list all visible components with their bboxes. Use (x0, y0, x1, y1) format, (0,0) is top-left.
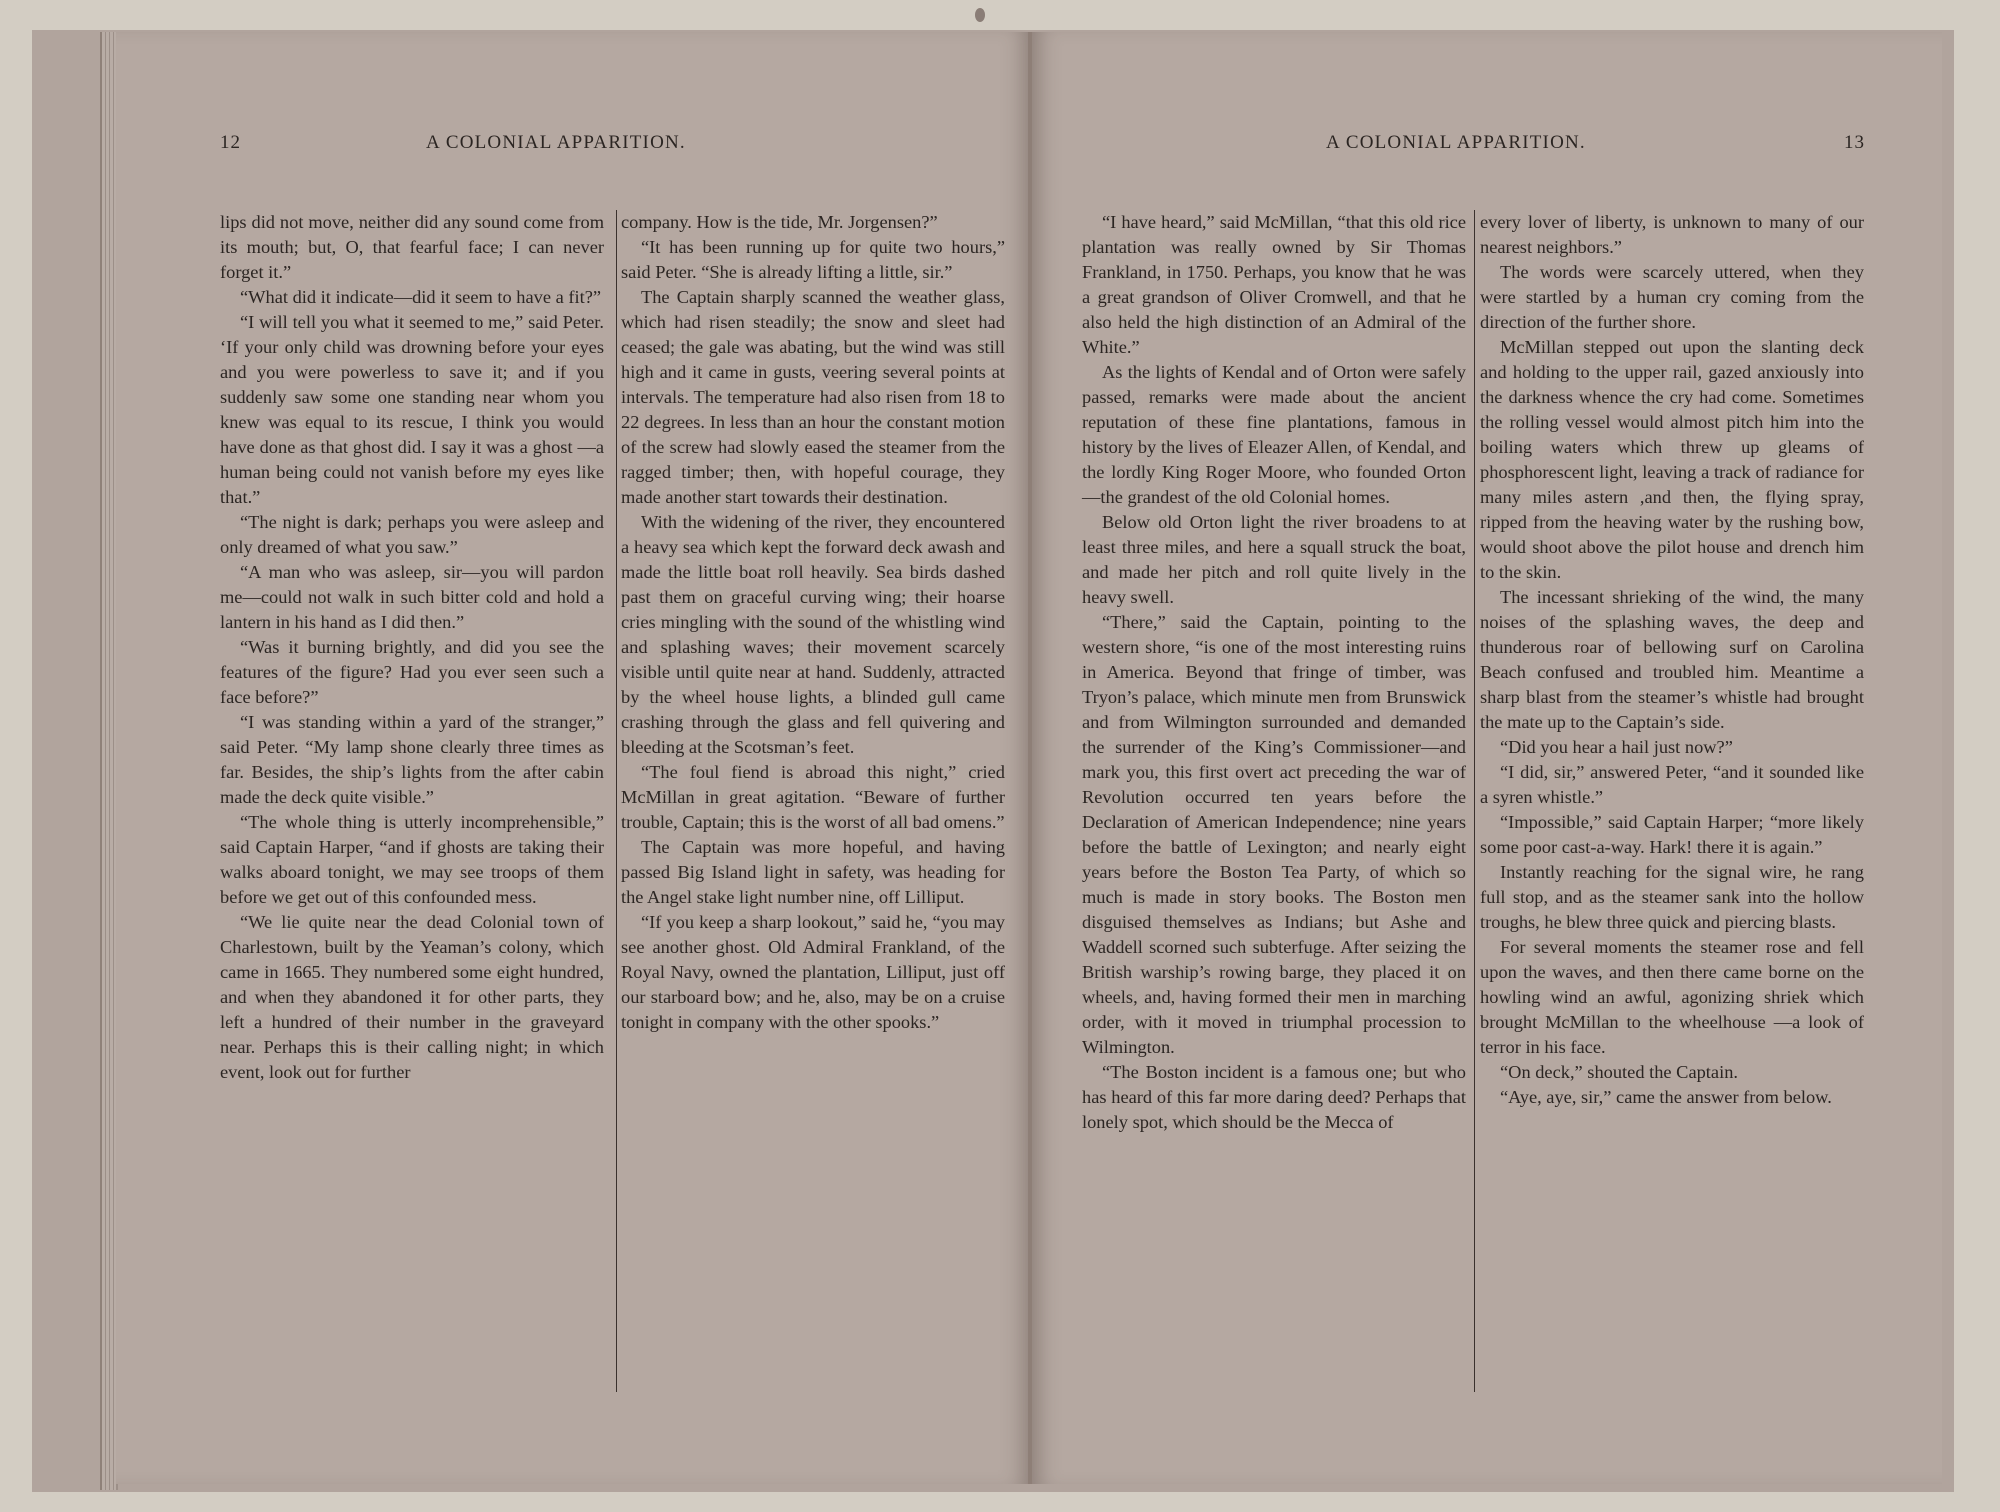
paragraph: “There,” said the Captain, pointing to the western shore, “is one of the most interesting ruins in America. Beyond that fringe of timber, was Tryon’s palace, which minute men from Brunswick and from Wilmington surrounded and demanded the surrender of the King’s Commissioner—and mark you, this first overt act preceding the war of Revolution occurred ten years before the Declaration of American Independence; nine years before the battle of Lexington; and nearly eight years before the Boston Tea Party, of which so much is made in story books. The Boston men disguised themselves as Indians; but Ashe and Waddell scorned such subterfuge. After seizing the British warship’s rowing barge, they placed it on wheels, and, having formed their men in marching order, with it moved in triumphal procession to Wilmington. (1082, 612, 1466, 1057)
paragraph: For several moments the steamer rose and fell upon the waves, and then there came borne on the howling wind an awful, agonizing shriek which brought McMillan to the wheelhouse —a look of terror in his face. (1480, 937, 1864, 1057)
left-page (116, 32, 1030, 1484)
paragraph: The Captain sharply scanned the weather glass, which had risen steadily; the snow and sleet had ceased; the gale was abating, but the wind was still high and it came in gusts, veering several points at intervals. The temperature had also risen from 18 to 22 degrees. In less than an hour the constant motion of the screw had slowly eased the steamer from the ragged timber; then, with hopeful courage, they made another start towards their destination. (621, 287, 1005, 507)
paragraph: “If you keep a sharp lookout,” said he, “you may see another ghost. Old Admiral Frankland, of the Royal Navy, owned the plantation, Lilliput, just off our starboard bow; and he, also, may be on a cruise tonight in company with the other spooks.” (621, 912, 1005, 1032)
paragraph: “We lie quite near the dead Colonial town of Charlestown, built by the Yeaman’s colony, which came in 1665. They numbered some eight hundred, and when they abandoned it for other parts, they left a hundred of their number in the graveyard near. Perhaps this is their calling night; in which event, look out for further (220, 912, 604, 1082)
right-column-1 (1082, 210, 1466, 1135)
paragraph: The words were scarcely uttered, when they were startled by a human cry coming from the direction of the further shore. (1480, 262, 1864, 332)
paragraph: lips did not move, neither did any sound come from its mouth; but, O, that fearful face; I can never forget it.” (220, 212, 604, 282)
paragraph: “I was standing within a yard of the stranger,” said Peter. “My lamp shone clearly three times as far. Besides, the ship’s lights from the after cabin made the deck quite visible.” (220, 712, 604, 807)
right-page-header (1032, 132, 1942, 158)
right-page (1032, 32, 1942, 1484)
right-column-rule (1474, 210, 1475, 1392)
paragraph: “A man who was asleep, sir—you will pardon me—could not walk in such bitter cold and hold a lantern in his hand as I did then.” (220, 562, 604, 632)
left-column-rule (616, 210, 617, 1392)
paragraph: “The whole thing is utterly incomprehensible,” said Captain Harper, “and if ghosts are taking their walks aboard tonight, we may see troops of them before we get out of this confounded mess. (220, 812, 604, 907)
left-page-header (116, 132, 1030, 158)
paragraph: The incessant shrieking of the wind, the many noises of the splashing waves, the deep and thunderous roar of bellowing surf on Carolina Beach confused and troubled him. Meantime a sharp blast from the steamer’s whistle had brought the mate up to the Captain’s side. (1480, 587, 1864, 732)
paragraph: “The Boston incident is a famous one; but who has heard of this far more daring deed? Perhaps that lonely spot, which should be the Mecca of (1082, 1062, 1466, 1132)
right-column-2 (1480, 210, 1864, 1110)
paragraph: “Impossible,” said Captain Harper; “more likely some poor cast-a-way. Hark! there it is again.” (1480, 812, 1864, 857)
paragraph: The Captain was more hopeful, and having passed Big Island light in safety, was heading for the Angel stake light number nine, off Lilliput. (621, 837, 1005, 907)
paragraph: “On deck,” shouted the Captain. (1500, 1062, 1738, 1082)
paragraph: McMillan stepped out upon the slanting deck and holding to the upper rail, gazed anxiously into the darkness whence the cry had come. Sometimes the rolling vessel would almost pitch him into the boiling waters which threw up gleams of phosphorescent light, leaving a track of radiance for many miles astern ,and then, the flying spray, ripped from the heaving water by the rushing bow, would shoot above the pilot house and drench him to the skin. (1480, 337, 1864, 582)
paragraph: “Was it burning brightly, and did you see the features of the figure? Had you ever seen such a face before?” (220, 637, 604, 707)
paragraph: “I will tell you what it seemed to me,” said Peter. ‘If your only child was drowning before your eyes and you were powerless to save it; and if you suddenly saw some one standing near whom you knew was equal to its rescue, I think you would have done as that ghost did. I say it was a ghost —a human being could not vanish before my eyes like that.” (220, 312, 604, 507)
paragraph: Instantly reaching for the signal wire, he rang full stop, and as the steamer sank into the hollow troughs, he blew three quick and piercing blasts. (1480, 862, 1864, 932)
paragraph: With the widening of the river, they encountered a heavy sea which kept the forward deck awash and made the little boat roll heavily. Sea birds dashed past them on graceful curving wing; their hoarse cries mingling with the sound of the whistling wind and splashing waves; their movement scarcely visible until quite near at hand. Suddenly, attracted by the wheel house lights, a blinded gull came crashing through the glass and fell quivering and bleeding at the Scotsman’s feet. (621, 512, 1005, 757)
left-column-2 (621, 210, 1005, 1035)
paragraph: “The foul fiend is abroad this night,” cried McMillan in great agitation. “Beware of further trouble, Captain; this is the worst of all bad omens.” (621, 762, 1005, 832)
left-column-1 (220, 210, 604, 1085)
paper-tear-speck (975, 8, 985, 22)
right-running-title: A COLONIAL APPARITION. (1326, 132, 1586, 153)
left-page-number: 12 (220, 132, 241, 153)
paragraph: Below old Orton light the river broadens to at least three miles, and here a squall struck the boat, and made her pitch and roll quite lively in the heavy swell. (1082, 512, 1466, 607)
left-running-title: A COLONIAL APPARITION. (426, 132, 686, 153)
paragraph: “What did it indicate—did it seem to have a fit?” (240, 287, 602, 307)
paragraph: every lover of liberty, is unknown to many of our nearest neighbors.” (1480, 212, 1864, 257)
paragraph: As the lights of Kendal and of Orton were safely passed, remarks were made about the ancient reputation of these fine plantations, famous in history by the lives of Eleazer Allen, of Kendal, and the lordly King Roger Moore, who founded Orton—the grandest of the old Colonial homes. (1082, 362, 1466, 507)
paragraph: company. How is the tide, Mr. Jorgensen?” (621, 212, 938, 232)
paragraph: “I have heard,” said McMillan, “that this old rice plantation was really owned by Sir Thomas Frankland, in 1750. Perhaps, you know that he was a great grandson of Oliver Cromwell, and that he also held the high distinction of an Admiral of the White.” (1082, 212, 1466, 357)
paragraph: “The night is dark; perhaps you were asleep and only dreamed of what you saw.” (220, 512, 604, 557)
right-page-number: 13 (1844, 132, 1865, 153)
paragraph: “It has been running up for quite two hours,” said Peter. “She is already lifting a little, sir.” (621, 237, 1005, 282)
paragraph: “I did, sir,” answered Peter, “and it sounded like a syren whistle.” (1480, 762, 1864, 807)
paragraph: “Aye, aye, sir,” came the answer from below. (1500, 1087, 1832, 1107)
paragraph: “Did you hear a hail just now?” (1500, 737, 1733, 757)
